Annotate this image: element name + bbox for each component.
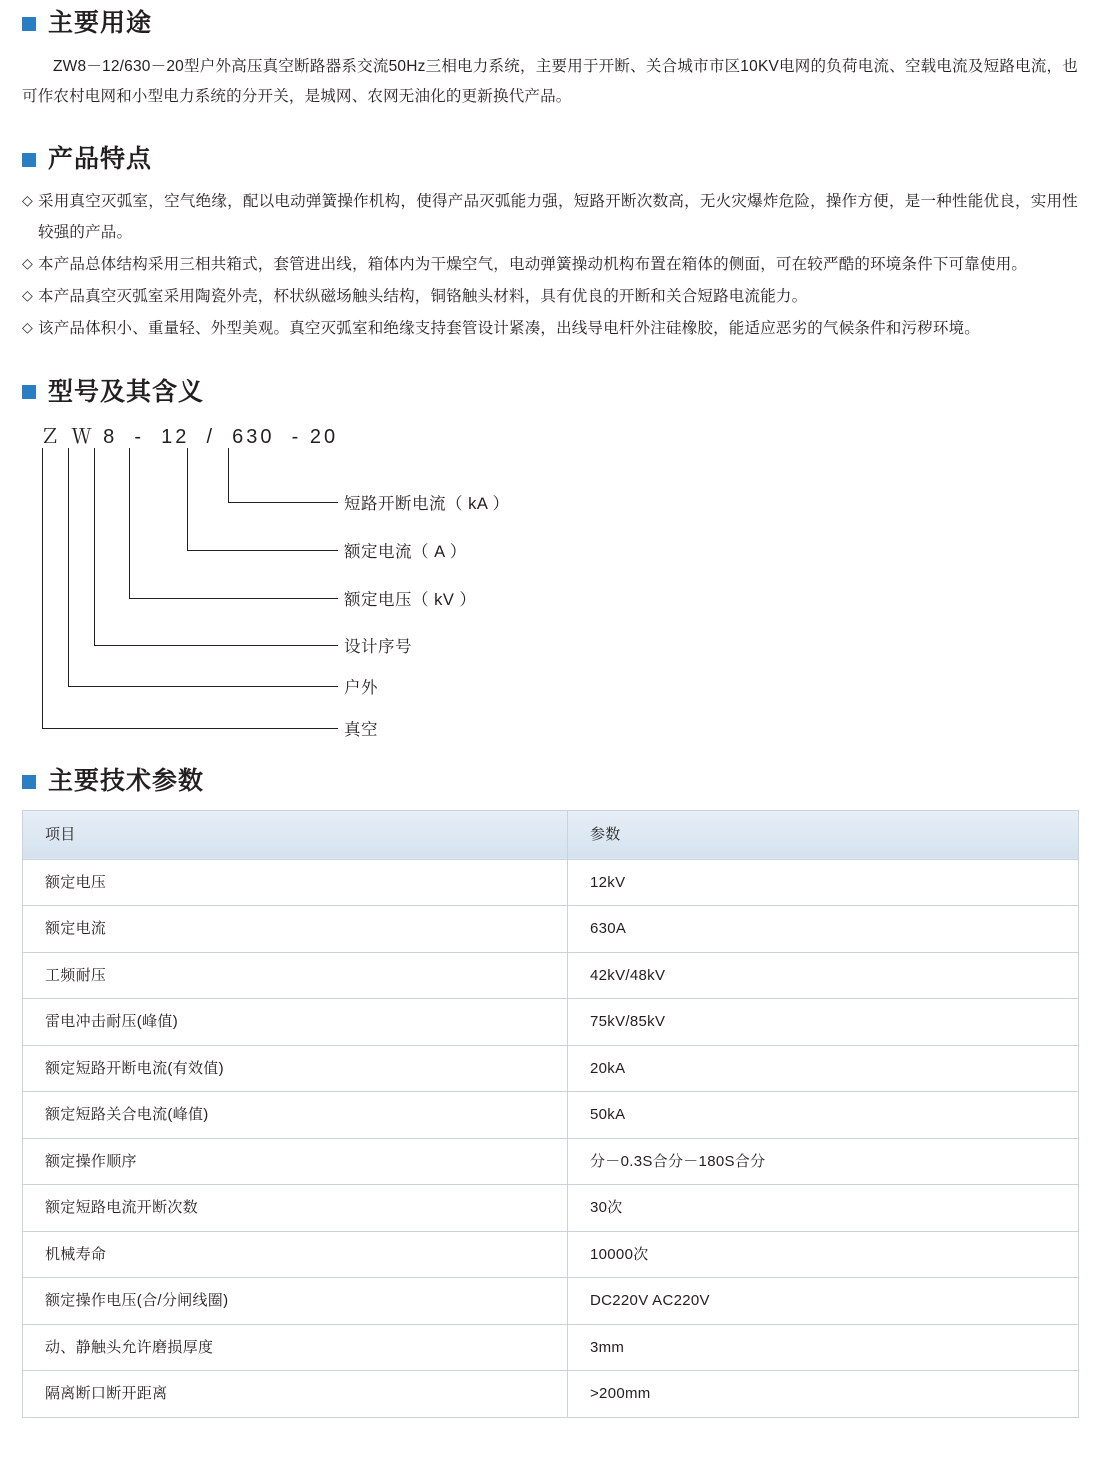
table-row — [23, 906, 1079, 953]
spec-value: 630A — [568, 906, 1079, 953]
spec-value: 75kV/85kV — [568, 999, 1079, 1046]
leader-line-vertical — [228, 448, 229, 502]
section-title: 主要用途 — [48, 9, 153, 37]
spec-name: 额定操作顺序 — [23, 1138, 568, 1185]
model-label: 户外 — [344, 679, 378, 698]
diamond-bullet-icon: ◇ — [22, 287, 33, 304]
table-row — [23, 859, 1079, 906]
table-row — [23, 952, 1079, 999]
model-code-text: Ｚ Ｗ 8 - 12 / 630 - 20 — [40, 426, 339, 449]
section-heading-purpose — [22, 10, 1078, 38]
table-row — [23, 1045, 1079, 1092]
leader-line-horizontal — [42, 728, 338, 729]
feature-item — [22, 282, 1078, 312]
section-specifications — [22, 768, 1078, 1418]
spec-value: 分－0.3S合分－180S合分 — [568, 1138, 1079, 1185]
diamond-bullet-icon: ◇ — [22, 319, 33, 336]
diamond-bullet-icon: ◇ — [22, 192, 33, 209]
spec-value: DC220V AC220V — [568, 1278, 1079, 1325]
spec-name: 额定短路电流开断次数 — [23, 1185, 568, 1232]
table-row — [23, 1138, 1079, 1185]
leader-line-vertical — [187, 448, 188, 550]
column-header-value: 参数 — [568, 810, 1079, 859]
model-code-diagram — [22, 420, 1078, 740]
spec-name: 额定电流 — [23, 906, 568, 953]
specifications-table — [22, 810, 1079, 1418]
model-label: 真空 — [344, 721, 378, 740]
section-title: 产品特点 — [48, 144, 153, 173]
feature-item — [22, 314, 1078, 344]
spec-value: 12kV — [568, 859, 1079, 906]
feature-text: 该产品体积小、重量轻、外型美观。真空灭弧室和绝缘支持套管设计紧凑，出线导电杆外注硅橡胶，能适应恶劣的气候条件和污秽环境。 — [38, 320, 981, 338]
spec-value: 42kV/48kV — [568, 952, 1079, 999]
spec-name: 动、静触头允许磨损厚度 — [23, 1324, 568, 1371]
table-row — [23, 1371, 1079, 1418]
spec-value: 30次 — [568, 1185, 1079, 1232]
spec-name: 工频耐压 — [23, 952, 568, 999]
purpose-paragraph: ZW8－12/630－20型户外高压真空断路器系交流50Hz三相电力系统，主要用于开断、关合城市市区10KV电网的负荷电流、空载电流及短路电流，也可作农村电网和小型电力系统的分开关，是城网、农网无油化的更新换代产品。 — [22, 57, 1078, 105]
spec-name: 额定短路开断电流(有效值) — [23, 1045, 568, 1092]
spec-name: 额定短路关合电流(峰值) — [23, 1092, 568, 1139]
section-heading-features — [22, 146, 1078, 174]
model-label: 额定电流（ A ） — [344, 543, 467, 562]
leader-line-horizontal — [94, 645, 338, 646]
square-marker-icon — [22, 153, 36, 167]
feature-item — [22, 187, 1078, 247]
leader-line-vertical — [42, 448, 43, 728]
square-marker-icon — [22, 775, 36, 789]
table-header-row — [23, 810, 1079, 859]
square-marker-icon — [22, 385, 36, 399]
spec-name: 隔离断口断开距离 — [23, 1371, 568, 1418]
section-model-designation — [22, 377, 1078, 740]
table-row — [23, 999, 1079, 1046]
leader-line-vertical — [68, 448, 69, 686]
spec-name: 机械寿命 — [23, 1231, 568, 1278]
table-row — [23, 1324, 1079, 1371]
model-label: 短路开断电流（ kA ） — [344, 495, 510, 514]
spec-value: 50kA — [568, 1092, 1079, 1139]
feature-text: 本产品总体结构采用三相共箱式，套管进出线，箱体内为干燥空气，电动弹簧操动机构布置在箱体的侧面，可在较严酷的环境条件下可靠使用。 — [38, 255, 1028, 273]
square-marker-icon — [22, 17, 36, 31]
column-header-item: 项目 — [23, 810, 568, 859]
section-features — [22, 146, 1078, 345]
leader-line-vertical — [94, 448, 95, 645]
diamond-bullet-icon: ◇ — [22, 254, 33, 271]
spec-value: 10000次 — [568, 1231, 1079, 1278]
spec-value: 20kA — [568, 1045, 1079, 1092]
section-title: 型号及其含义 — [48, 377, 205, 406]
leader-line-horizontal — [68, 686, 338, 687]
spec-name: 额定电压 — [23, 859, 568, 906]
leader-line-horizontal — [228, 502, 338, 503]
feature-item — [22, 250, 1078, 280]
model-label: 设计序号 — [344, 638, 412, 657]
table-row — [23, 1185, 1079, 1232]
model-label: 额定电压（ kV ） — [344, 591, 477, 610]
spec-name: 额定操作电压(合/分闸线圈) — [23, 1278, 568, 1325]
spec-value: 3mm — [568, 1324, 1079, 1371]
feature-text: 本产品真空灭弧室采用陶瓷外壳，杯状纵磁场触头结构，铜铬触头材料，具有优良的开断和关合短路电流能力。 — [38, 288, 808, 306]
leader-line-horizontal — [129, 598, 338, 599]
table-row — [23, 1278, 1079, 1325]
leader-line-vertical — [129, 448, 130, 598]
spec-value: >200mm — [568, 1371, 1079, 1418]
section-purpose — [22, 10, 1078, 112]
leader-line-horizontal — [187, 550, 338, 551]
spec-name: 雷电冲击耐压(峰值) — [23, 999, 568, 1046]
section-heading-specs — [22, 768, 1078, 796]
table-row — [23, 1231, 1079, 1278]
section-heading-model — [22, 379, 1078, 407]
feature-text: 采用真空灭弧室，空气绝缘，配以电动弹簧操作机构，使得产品灭弧能力强，短路开断次数高，无火灾爆炸危险，操作方便，是一种性能优良，实用性较强的产品。 — [38, 193, 1078, 241]
section-title: 主要技术参数 — [48, 767, 205, 796]
table-row — [23, 1092, 1079, 1139]
